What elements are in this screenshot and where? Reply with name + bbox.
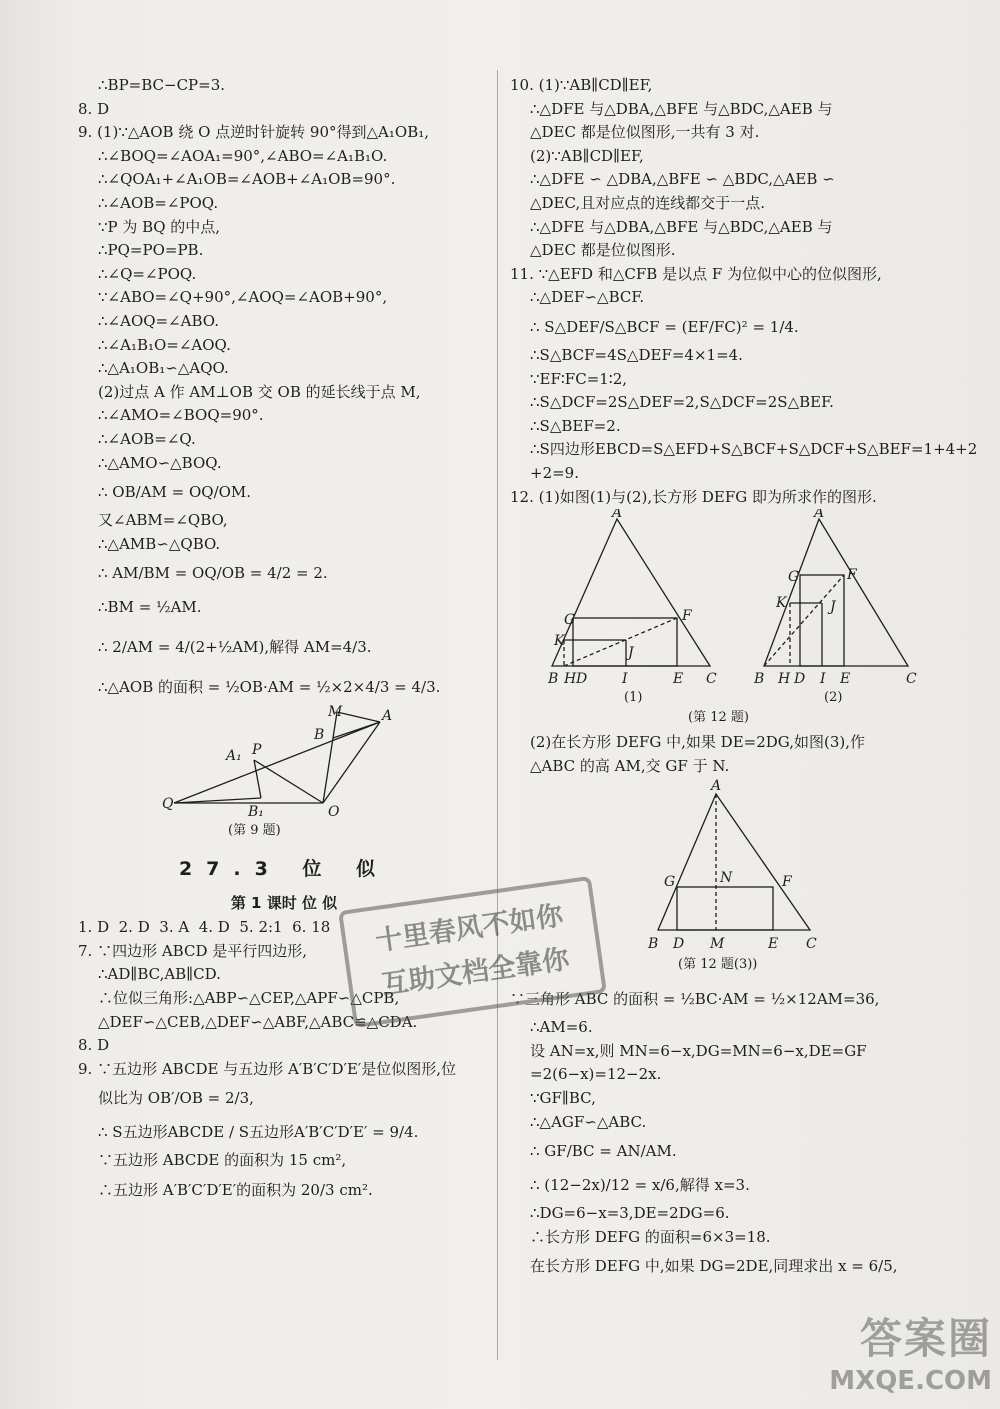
text-line: ∴△DFE ∽ △DBA,△BFE ∽ △BDC,△AEB ∽ [530,170,835,189]
fig9-label: M [328,704,343,721]
text-line: ∴ AM/BM = OQ/OB = 4/2 = 2. [98,564,328,583]
text-line: ∴∠Q=∠POQ. [98,264,197,283]
text-line: ∴△AMO∽△BOQ. [98,453,222,472]
text-line: =2(6−x)=12−2x. [530,1065,662,1084]
text-line: 11. ∵△EFD 和△CFB 是以点 F 为位似中心的位似图形, [510,264,882,283]
text-line: 7. ∵四边形 ABCD 是平行四边形, [78,941,308,960]
text-line: ∴S四边形EBCD=S△EFD+S△BCF+S△DCF+S△BEF=1+4+2 [530,440,978,459]
fig12-2-sub: (2) [824,690,843,706]
text-line: ∴ 2/AM = 4/(2+½AM),解得 AM=4/3. [98,638,372,657]
text-line: 10. (1)∵AB∥CD∥EF, [510,76,653,94]
text-line: △DEC 都是位似图形. [530,241,676,260]
text-line: ∴△DFE 与△DBA,△BFE 与△BDC,△AEB 与 [530,99,833,118]
fig12-1-label: A [612,509,623,522]
text-line: ∴ (12−2x)/12 = x/6,解得 x=3. [530,1176,750,1195]
fig12-3-label: A [711,778,722,795]
text-line: 又∠ABM=∠QBO, [98,511,228,530]
fig9-caption: (第 9 题) [228,823,281,839]
text-line: ∴AM=6. [530,1018,593,1037]
fig12-3-label: C [806,936,817,953]
fig12-3-caption: (第 12 题(3)) [678,957,758,973]
text-line: ∴∠AOQ=∠ABO. [98,311,219,330]
fig12-2-label: C [906,671,917,688]
fig12-2-label: D [794,671,806,688]
stamp-line: 十里春风不如你 [373,900,565,958]
text-line: 9. ∵五边形 ABCDE 与五边形 A′B′C′D′E′是位似图形,位 [78,1059,457,1078]
fig12-1-label: C [706,671,717,688]
text-line: ∴BP=BC−CP=3. [98,76,226,94]
text-line: ∴S△BEF=2. [530,416,621,435]
fig9-label: A₁ [226,748,242,765]
fig9-label: O [328,804,340,821]
text-line: 在长方形 DEFG 中,如果 DG=2DE,同理求出 x = 6/5, [530,1257,898,1276]
fig12-1-label: H [564,671,577,688]
text-line: ∴∠QOA₁+∠A₁OB=∠AOB+∠A₁OB=90°. [98,170,396,189]
text-line: ∴∠A₁B₁O=∠AOQ. [98,335,231,354]
text-line: ∵GF∥BC, [530,1089,596,1108]
fig12-1-label: I [622,671,628,688]
text-line: ∴AD∥BC,AB∥CD. [98,965,221,984]
text-line: +2=9. [530,463,579,482]
text-line: ∴△AGF∽△ABC. [530,1112,647,1131]
fig9-label: B [314,727,325,744]
text-line: ∴∠AMO=∠BOQ=90°. [98,406,264,425]
text-line: ∴△AMB∽△QBO. [98,534,221,553]
watermark-text: 答案圈 [859,1314,992,1363]
fig12-2-label: F [847,567,857,584]
text-line: ∵五边形 ABCDE 的面积为 15 cm², [98,1151,347,1170]
text-line: 8. D [78,1036,110,1055]
fig12-2-label: H [778,671,791,688]
fig12-2-label: K [776,595,787,612]
text-line: ∴ S△DEF/S△BCF = (EF/FC)² = 1/4. [530,317,799,336]
fig12-3-label: M [710,936,725,953]
text-line: ∴长方形 DEFG 的面积=6×3=18. [530,1227,771,1246]
text-line: △DEF∽△CEB,△DEF∽△ABF,△ABC≌△CDA. [98,1012,418,1031]
text-line: ∴△AOB 的面积 = ½OB·AM = ½×2×4/3 = 4/3. [98,678,441,697]
text-line: 1. D 2. D 3. A 4. D 5. 2:1 6. 18 [78,918,331,937]
text-line: ∴△DEF∽△BCF. [530,288,645,307]
text-line: (2)过点 A 作 AM⊥OB 交 OB 的延长线于点 M, [98,382,421,401]
fig12-1-label: K [554,633,565,650]
fig12-3-label: B [648,936,659,953]
text-line: ∴ OB/AM = OQ/OM. [98,483,252,502]
fig9-label: A [382,708,393,725]
fig12-1-label: G [564,612,576,629]
text-line: ∴S△DCF=2S△DEF=2,S△DCF=2S△BEF. [530,393,834,412]
column-divider [497,70,498,1360]
text-line: ∴△A₁OB₁∽△AQO. [98,359,229,378]
fig12-2-label: I [820,671,826,688]
text-line: ∴∠AOB=∠Q. [98,429,196,448]
text-line: 8. D [78,99,110,118]
fig12-1-label: J [628,645,634,662]
fig12-1-label: B [548,671,559,688]
fig12-2-label: G [788,569,800,586]
text-line: ∵∠ABO=∠Q+90°,∠AOQ=∠AOB+90°, [98,288,388,307]
sub-heading: 第 1 课时 位 似 [230,894,338,913]
text-line: ∴∠AOB=∠POQ. [98,193,219,212]
fig9-label: Q [162,796,174,813]
text-line: 9. (1)∵△AOB 绕 O 点逆时针旋转 90°得到△A₁OB₁, [78,123,429,142]
text-line: ∴位似三角形:△ABP∽△CEP,△APF∽△CPB, [98,989,400,1008]
fig12-1-sub: (1) [624,690,643,706]
text-line: ∴BM = ½AM. [98,598,202,617]
text-line: (2)在长方形 DEFG 中,如果 DE=2DG,如图(3),作 [530,733,866,752]
fig12-3-label: F [782,874,792,891]
text-line: ∴PQ=PO=PB. [98,241,204,260]
right-column [510,74,978,1283]
fig12-2-label: J [830,599,836,616]
text-line: ∴ S五边形ABCDE / S五边形A′B′C′D′E′ = 9/4. [98,1123,419,1142]
text-line: (2)∵AB∥CD∥EF, [530,146,644,165]
fig12-1-label: E [673,671,684,688]
fig12-2-label: A [814,509,825,522]
fig12-1-label: D [576,671,588,688]
text-line: 似比为 OB′/OB = 2/3, [98,1089,254,1108]
text-line: 12. (1)如图(1)与(2),长方形 DEFG 即为所求作的图形. [510,487,877,506]
fig12-3-label: G [664,874,676,891]
stamp-line: 互助文档全靠你 [379,943,572,1001]
text-line: 设 AN=x,则 MN=6−x,DG=MN=6−x,DE=GF [530,1041,867,1060]
text-line: ∵三角形 ABC 的面积 = ½BC·AM = ½×12AM=36, [510,990,880,1009]
fig12-2-label: E [840,671,851,688]
text-line: ∵EF∶FC=1∶2, [530,369,628,388]
text-line: △DEC 都是位似图形,一共有 3 对. [530,123,760,142]
text-line: ∴∠BOQ=∠AOA₁=90°,∠ABO=∠A₁B₁O. [98,146,388,165]
fig9-label: P [252,742,262,759]
fig12-3-label: D [673,936,685,953]
watermark-logo [808,1288,996,1402]
text-line: △ABC 的高 AM,交 GF 于 N. [530,756,730,775]
left-column [78,74,490,1207]
fig12-1-label: F [682,608,692,625]
fig9-label: B₁ [248,804,264,821]
text-line: ∴△DFE 与△DBA,△BFE 与△BDC,△AEB 与 [530,217,833,236]
fig12-2-label: B [754,671,765,688]
text-line: △DEC,且对应点的连线都交于一点. [530,193,765,212]
text-line: ∵P 为 BQ 的中点, [98,217,221,236]
fig12-caption: (第 12 题) [688,710,749,726]
text-line: ∴ GF/BC = AN/AM. [530,1142,677,1161]
text-line: ∴DG=6−x=3,DE=2DG=6. [530,1204,730,1223]
section-heading: 27.3 位 似 [178,858,390,881]
fig12-3-label: E [768,936,779,953]
text-line: ∴S△BCF=4S△DEF=4×1=4. [530,345,743,364]
fig12-3-label: N [720,870,733,887]
watermark-url: MXQE.COM [829,1366,992,1396]
figure-12 [510,509,960,727]
text-line: ∴五边形 A′B′C′D′E′的面积为 20/3 cm². [98,1181,373,1200]
figure-9 [78,704,490,840]
